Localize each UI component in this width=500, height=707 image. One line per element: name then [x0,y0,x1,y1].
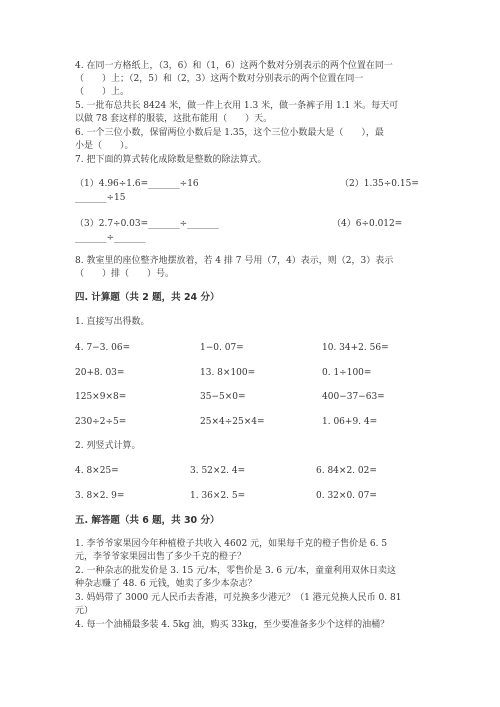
section-4-sub-2: 2. 列竖式计算。 [75,441,141,451]
vertical-calc-cell: 0. 32×0. 07= [316,491,377,501]
calc-cell: 10. 34+2. 56= [322,343,389,353]
section-4-sub-1: 1. 直接写出得数。 [75,317,150,327]
q7-item-4-cont: _______÷_______ [75,233,146,243]
q4-line-2: （ ）上；（2，5）和（2，3）这两个数对分别表示的两个位置在同一 [75,74,364,84]
q5-line-1: 5. 一批布总共长 8424 米，做一件上衣用 1.3 米，做一条裤子用 1.1 米。每天可 [75,101,399,111]
vertical-calc-cell: 3. 8×2. 9= [75,491,125,501]
calc-cell: 13. 8×100= [200,368,256,378]
calc-cell: 230÷2÷5= [75,417,127,427]
vertical-calc-cell: 1. 36×2. 5= [190,491,246,501]
calc-cell: 125×9×8= [75,392,127,402]
q8-line-1: 8. 教室里的座位整齐地摆放着，若 4 排 7 号用（7，4）表示，则（2，3）表示 [75,256,394,266]
calc-cell: 20+8. 03= [75,368,125,378]
q7-item-1: （1）4.96÷1.6=_______÷16 [75,179,199,189]
q6-line-1: 6. 一个三位小数，保留两位小数后是 1.35，这个三位小数最大是（ ），最 [75,128,384,138]
vertical-calc-cell: 3. 52×2. 4= [190,466,246,476]
calc-cell: 400−37−63= [322,392,385,402]
q4-line-3: （ ）上。 [75,87,130,97]
q7-item-2-cont: _______÷15 [75,193,126,203]
calc-cell: 1. 06+9. 4= [322,417,378,427]
calc-cell: 35−5×0= [200,392,246,402]
calc-cell: 25×4÷25×4= [200,417,265,427]
s5-q1-line-1: 1. 李爷爷家果园今年种植橙子共收入 4602 元，如果每千克的橙子售价是 6. 5 [75,539,388,549]
calc-cell: 0. 1÷100= [322,368,372,378]
q7-title: 7. 把下面的算式转化成除数是整数的除法算式。 [75,155,267,165]
s5-q1-line-2: 元，李爷爷家果园出售了多少千克的橙子？ [75,552,247,562]
q7-item-3: （3）2.7÷0.03=_______÷_______ [75,219,219,229]
s5-q3-line-1: 3. 妈妈带了 3000 元人民币去香港，可兑换多少港元？（1 港元兑换人民币 0. 81 [75,593,402,603]
calc-cell: 1−0. 07= [200,343,244,353]
calc-cell: 4. 7−3. 06= [75,343,131,353]
q7-item-2: （2）1.35÷0.15= [340,179,419,189]
s5-q2-line-2: 种杂志赚了 48. 6 元钱，她卖了多少本杂志？ [75,579,257,589]
vertical-calc-cell: 6. 84×2. 02= [316,466,377,476]
vertical-calc-cell: 4. 8×25= [75,466,119,476]
q4-line-1: 4. 在同一方格纸上，（3，6）和（1，6）这两个数对分别表示的两个位置在同一 [75,61,393,71]
s5-q4-line-1: 4. 每一个油桶最多装 4. 5kg 油，购买 33kg，至少要准备多少个这样的油桶？ [75,620,390,630]
q5-line-2: 以做 78 套这样的服装，这批布能用（ ）天。 [75,114,273,124]
s5-q3-line-2: 元） [75,606,94,616]
s5-q2-line-1: 2. 一种杂志的批发价是 3. 15 元/本，零售价是 3. 6 元/本，童童利用双休日卖这 [75,566,397,576]
q7-item-4: （4）6÷0.012= [332,219,403,229]
section-5-title: 五. 解答题（共 6 题，共 30 分） [75,515,220,526]
section-4-title: 四. 计算题（共 2 题，共 24 分） [75,292,220,303]
q6-line-2: 小是（ ）。 [75,141,134,151]
q8-line-2: （ ）排（ ）号。 [75,269,175,279]
